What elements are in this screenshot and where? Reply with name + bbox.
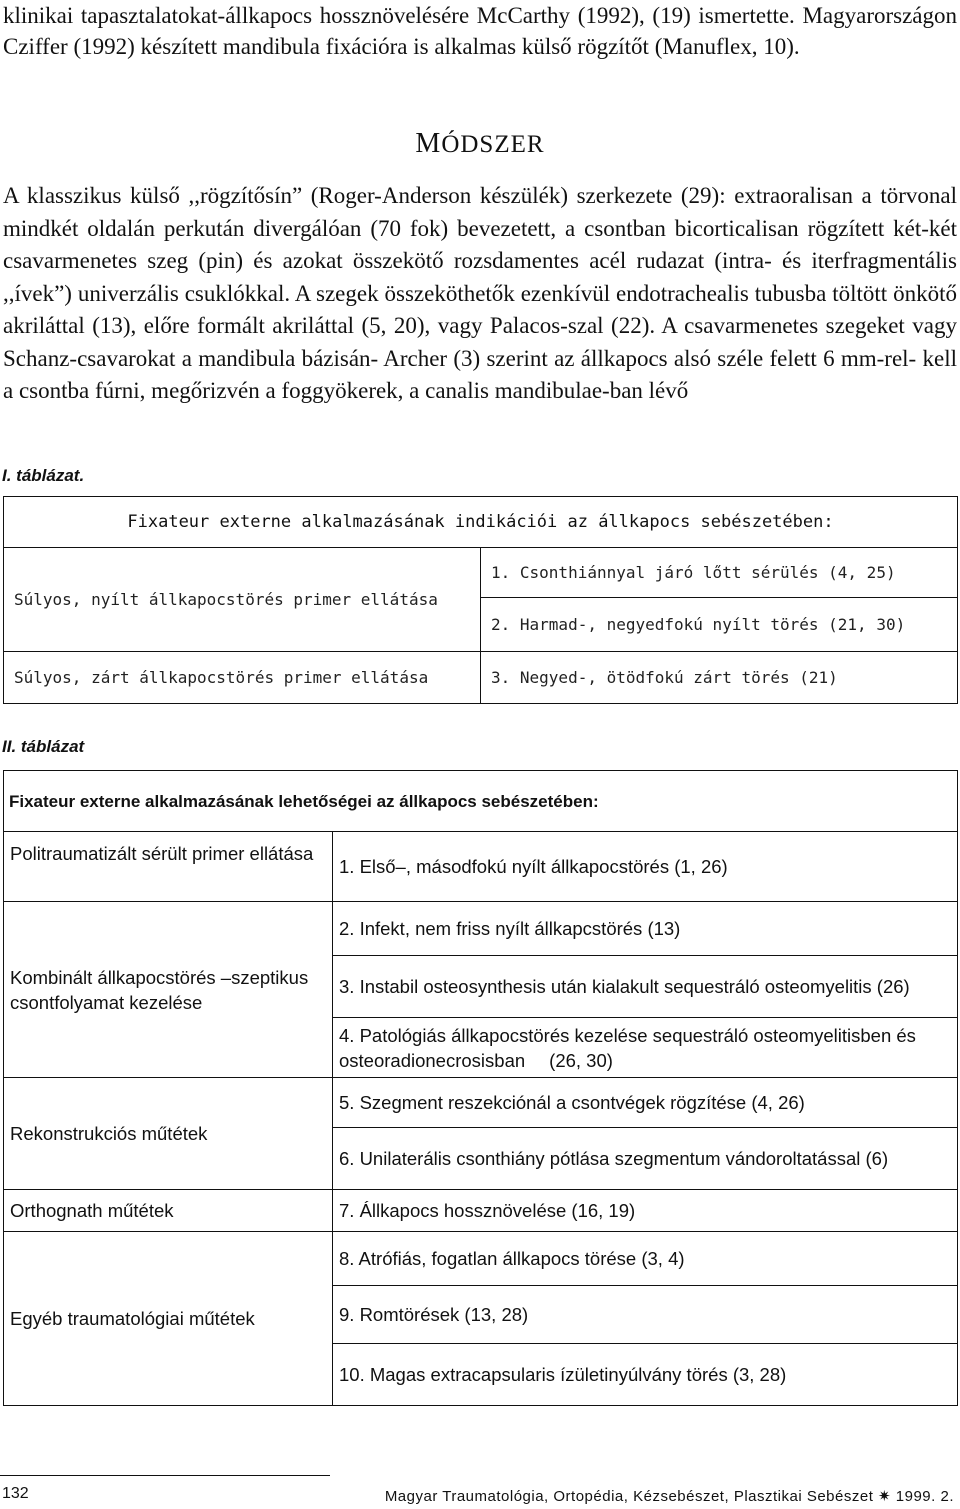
table2-right-cell: 6. Unilaterális csonthiány pótlása szegmentum vándoroltatással (6) xyxy=(333,1128,958,1190)
table2-right-refs: (26, 30) xyxy=(549,1049,613,1071)
page-number: 132 xyxy=(2,1485,29,1502)
table2 xyxy=(3,770,958,1406)
table2-left-cell: Egyéb traumatológiai műtétek xyxy=(4,1232,333,1406)
table2-left-cell: Orthognath műtétek xyxy=(4,1190,333,1232)
section-heading xyxy=(0,128,960,160)
table1-header: Fixateur externe alkalmazásának indikációi az állkapocs sebészetében: xyxy=(4,497,958,548)
table2-left-cell: Kombinált állkapocstörés –szeptikus csontfolyamat kezelése xyxy=(4,902,333,1078)
table2-right-cell: 5. Szegment reszekciónál a csontvégek rögzítése (4, 26) xyxy=(333,1078,958,1128)
footer-rule xyxy=(0,1475,330,1476)
table1-left-cell: Súlyos, zárt állkapocstörés primer ellátása xyxy=(4,652,481,704)
table2-left-cell: Politraumatizált sérült primer ellátása xyxy=(4,832,333,902)
journal-footer: Magyar Traumatológia, Ortopédia, Kézsebészet, Plasztikai Sebészet ✷ 1999. 2. xyxy=(384,1488,954,1505)
table1-left-cell: Súlyos, nyílt állkapocstörés primer ellátása xyxy=(4,548,481,652)
table2-right-cell: 1. Első–, másodfokú nyílt állkapocstörés (1, 26) xyxy=(333,832,958,902)
heading-initial: M xyxy=(415,128,442,159)
table2-right-text: 4. Patológiás állkapocstörés kezelése sequestráló osteomyelitisben és osteoradionecrosisban xyxy=(339,1024,916,1071)
table1-right-cell: 3. Negyed-, ötödfokú zárt törés (21) xyxy=(481,652,958,704)
table2-right-cell: 2. Infekt, nem friss nyílt állkapcstörés (13) xyxy=(333,902,958,956)
table2-right-cell: 3. Instabil osteosynthesis után kialakult sequestráló osteomyelitis (26) xyxy=(333,956,958,1018)
table2-right-cell: 8. Atrófiás, fogatlan állkapocs törése (3, 4) xyxy=(333,1232,958,1286)
method-paragraph: A klasszikus külső ,,rögzítősín” (Roger-Anderson készülék) szerkezete (29): extraoralisan a törvonal mindkét oldalán perkután divergálóan (70 fok) bevezetett, a csontban bicorticalisan rögzített két-két csavarmenetes szeg (pin) és azokat összekötő rozsdamentes acél rudazat (intra- és iterfragmentális ,,ívek”) univerzális csuklókkal. A szegek összeköthetők ezenkívül endotrachealis tubusba töltött önkötő akriláttal (13), előre formált akriláttal (5, 20), vagy Palacos-szal (22). A csavarmenetes szegeket vagy Schanz-csavarokat a mandibula bázisán- Archer (3) szerint az állkapocs alsó széle felett 6 mm-rel- kell a csontba fúrni, megőrizvén a foggyökerek, a canalis mandibulae-ban lévő xyxy=(3,183,957,403)
intro-text: klinikai tapasztalatokat-állkapocs hossznövelésére McCarthy (1992), (19) ismertette. Magyarországon Cziffer (1992) készített mandibula fixációra is alkalmas külső rögzítőt (Manuflex, 10). xyxy=(3,3,957,59)
table2-caption: II. táblázat xyxy=(2,737,85,756)
table1-right-cell: 1. Csonthiánnyal járó lőtt sérülés (4, 25) xyxy=(481,548,958,598)
table1-caption: I. táblázat. xyxy=(2,466,85,485)
table2-right-cell: 7. Állkapocs hossznövelése (16, 19) xyxy=(333,1190,958,1232)
intro-paragraph xyxy=(3,0,957,62)
table1 xyxy=(3,496,958,704)
table2-header: Fixateur externe alkalmazásának lehetőségei az állkapocs sebészetében: xyxy=(4,771,958,832)
table2-right-cell: 10. Magas extracapsularis ízületinyúlvány törés (3, 28) xyxy=(333,1344,958,1406)
table2-left-cell: Rekonstrukciós műtétek xyxy=(4,1078,333,1190)
heading-rest: ÓDSZER xyxy=(441,131,545,158)
table2-right-cell xyxy=(333,1018,958,1078)
table1-right-cell: 2. Harmad-, negyedfokú nyílt törés (21, 30) xyxy=(481,598,958,652)
table2-right-cell: 9. Romtörések (13, 28) xyxy=(333,1286,958,1344)
